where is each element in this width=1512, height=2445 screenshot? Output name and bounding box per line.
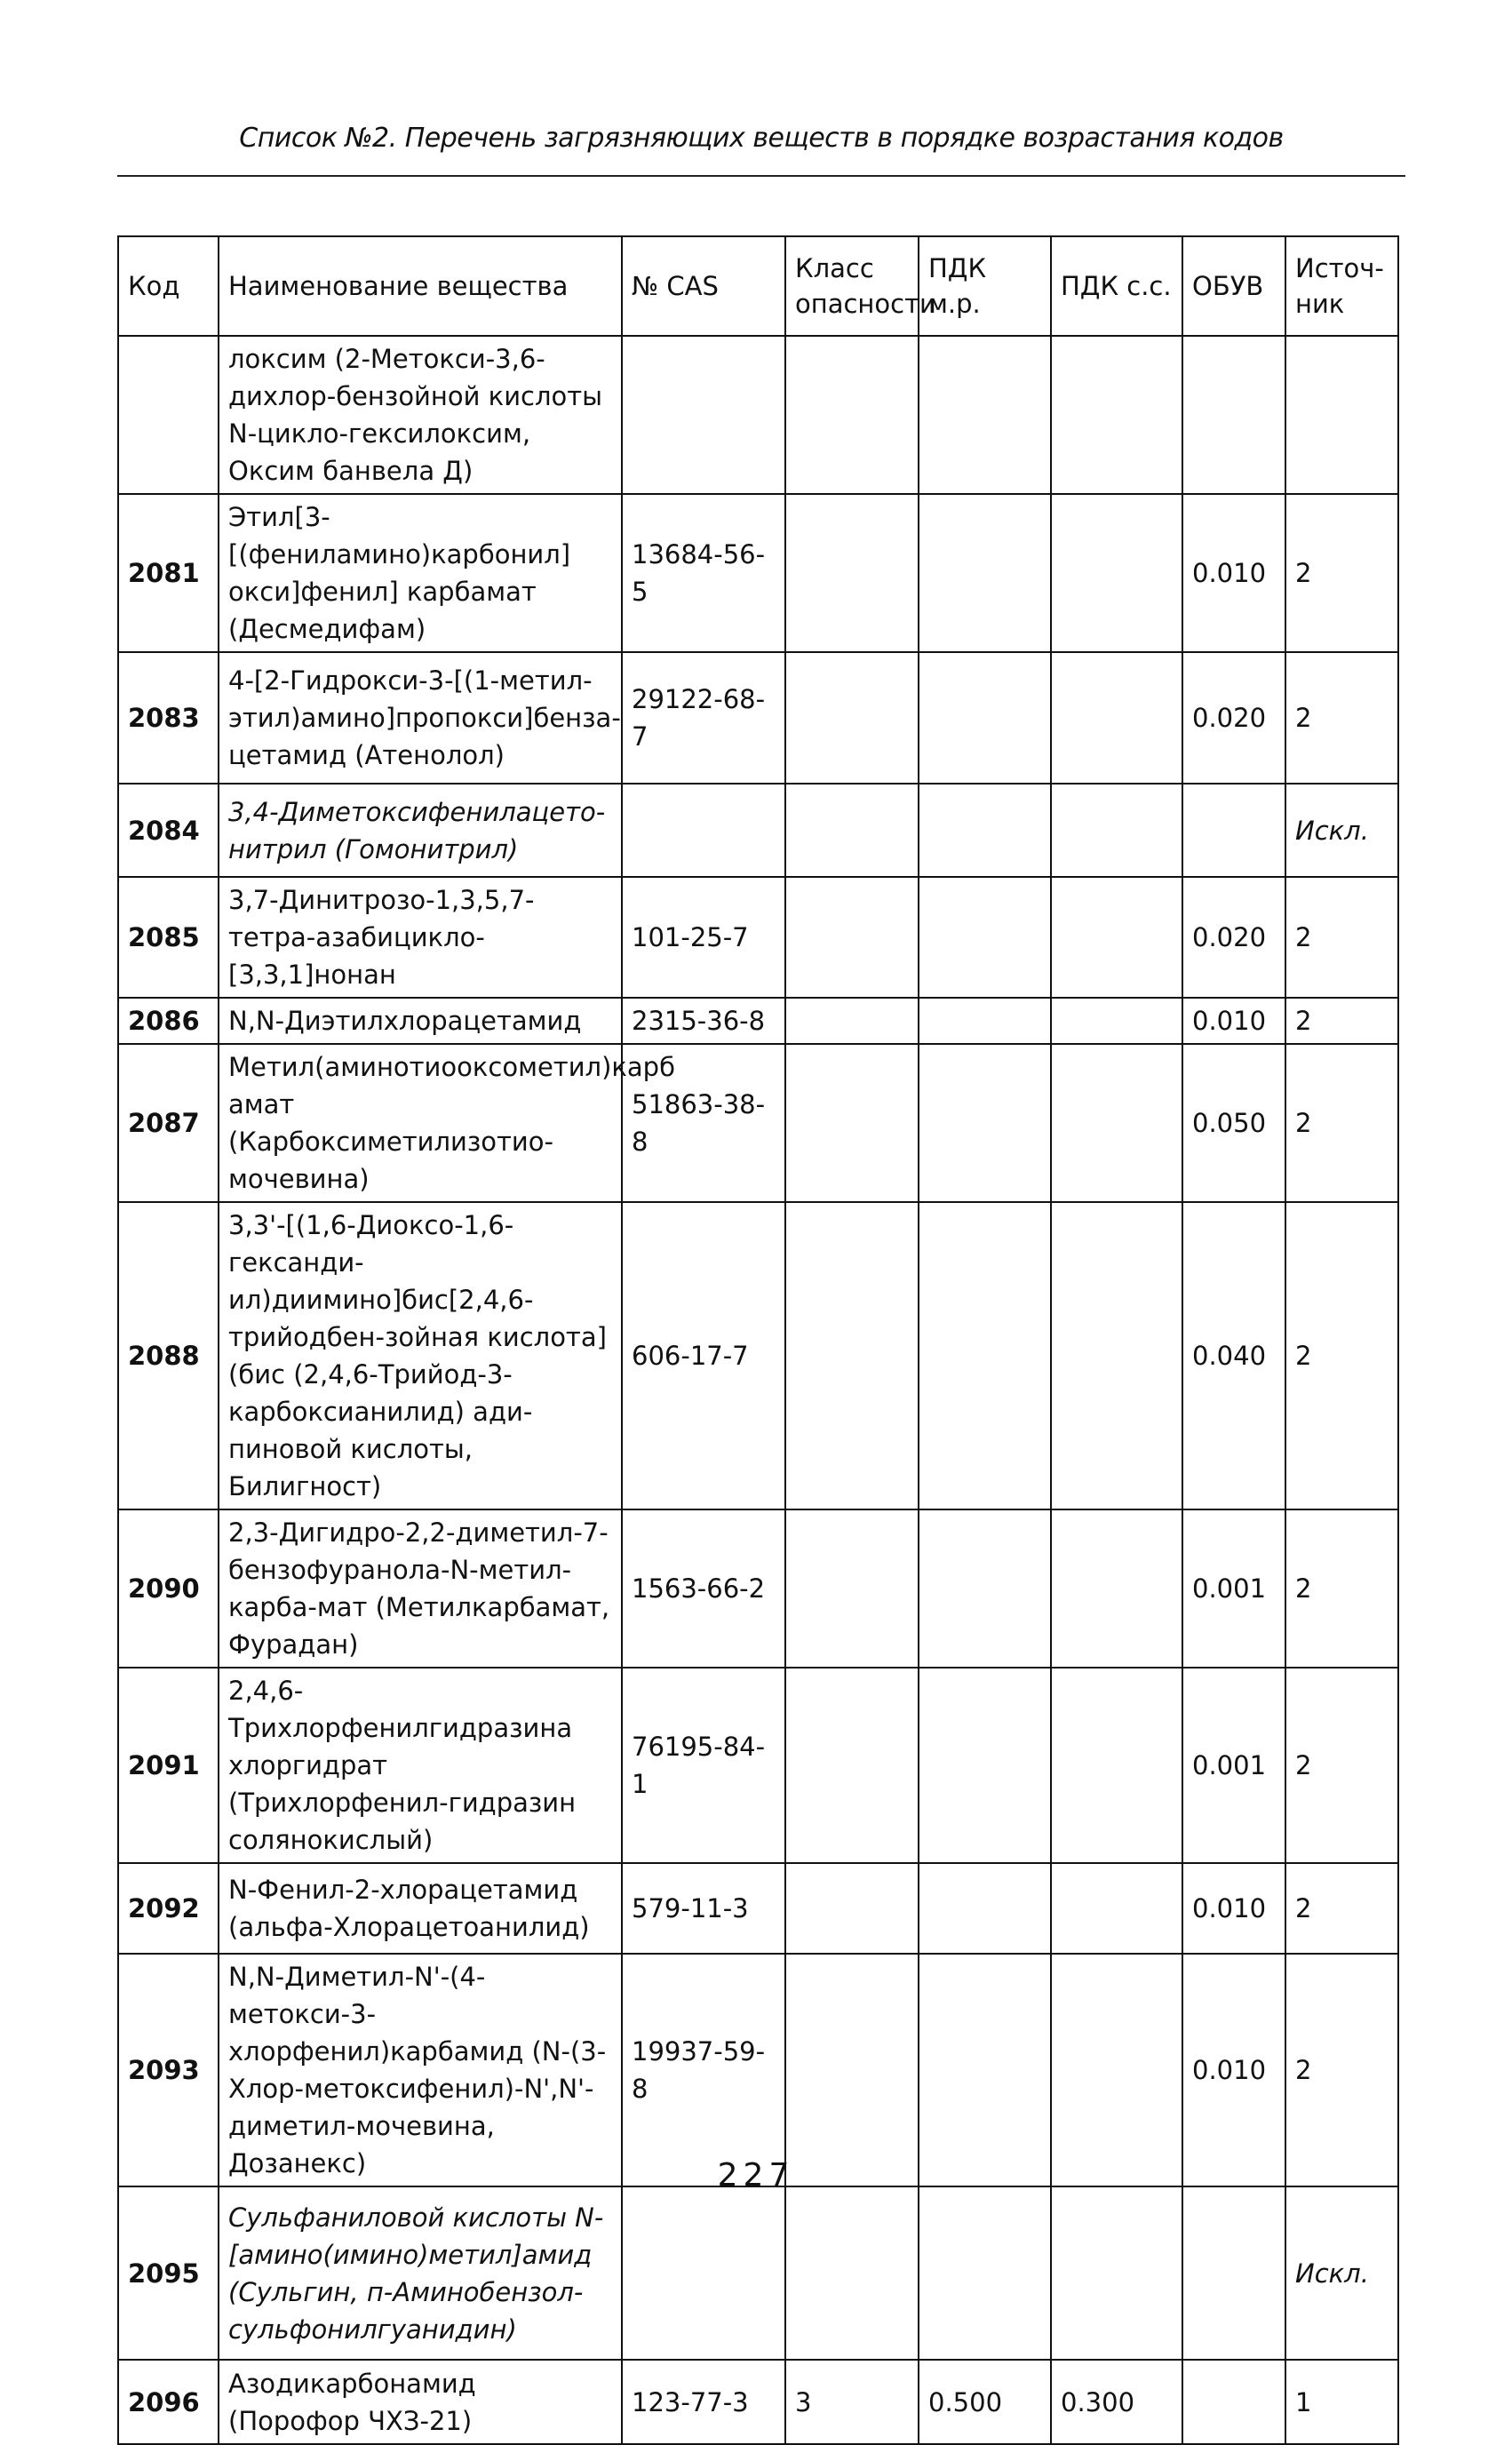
col-header-mpc-max: ПДК м.р. (919, 236, 1051, 336)
col-header-code: Код (118, 236, 219, 336)
cell-hazard (785, 2186, 919, 2360)
cell-hazard (785, 1044, 919, 1202)
cell-code: 2090 (118, 1509, 219, 1668)
cell-sbel (1182, 2360, 1285, 2444)
cell-source: 2 (1285, 1044, 1398, 1202)
cell-code: 2085 (118, 877, 219, 998)
cell-name: 2,4,6-Трихлорфенилгидразина хлоргидрат (Трихлорфенил-гидразин солянокислый) (219, 1668, 622, 1863)
cell-code: 2086 (118, 998, 219, 1044)
cell-cas (622, 784, 785, 877)
cell-cas: 123-77-3 (622, 2360, 785, 2444)
cell-code: 2081 (118, 494, 219, 652)
cell-mpc-max (919, 998, 1051, 1044)
cell-cas: 606-17-7 (622, 1202, 785, 1509)
cell-mpc-daily (1051, 1509, 1182, 1668)
cell-sbel: 0.050 (1182, 1044, 1285, 1202)
cell-mpc-daily (1051, 336, 1182, 494)
cell-mpc-daily (1051, 1044, 1182, 1202)
cell-mpc-daily (1051, 494, 1182, 652)
table-row (118, 2186, 1398, 2360)
cell-source: 2 (1285, 494, 1398, 652)
table-row (118, 1954, 1398, 2186)
table-row (118, 1509, 1398, 1668)
col-header-sbel: ОБУВ (1182, 236, 1285, 336)
cell-mpc-max (919, 494, 1051, 652)
cell-sbel (1182, 2186, 1285, 2360)
cell-mpc-max (919, 1954, 1051, 2186)
running-header: Список №2. Перечень загрязняющих веществ в порядке возрастания кодов (239, 123, 1284, 154)
cell-hazard (785, 784, 919, 877)
cell-name: Сульфаниловой кислоты N-[амино(имино)метил]амид (Сульгин, п-Аминобензол-сульфонилгуанидин) (219, 2186, 622, 2360)
cell-sbel: 0.001 (1182, 1509, 1285, 1668)
cell-sbel: 0.010 (1182, 1863, 1285, 1954)
cell-hazard (785, 1668, 919, 1863)
cell-source: 2 (1285, 1954, 1398, 2186)
cell-code: 2087 (118, 1044, 219, 1202)
cell-mpc-daily (1051, 1954, 1182, 2186)
cell-sbel: 0.040 (1182, 1202, 1285, 1509)
cell-mpc-daily (1051, 784, 1182, 877)
col-header-hazard: Класс опасности (785, 236, 919, 336)
table-row (118, 1668, 1398, 1863)
cell-code: 2088 (118, 1202, 219, 1509)
cell-source: 2 (1285, 1509, 1398, 1668)
table-row (118, 784, 1398, 877)
cell-hazard (785, 652, 919, 784)
cell-name: N,N-Диэтилхлорацетамид (219, 998, 622, 1044)
cell-name: 2,3-Дигидро-2,2-диметил-7-бензофуранола-N-метил-карба-мат (Метилкарбамат, Фурадан) (219, 1509, 622, 1668)
cell-cas: 579-11-3 (622, 1863, 785, 1954)
cell-mpc-max (919, 336, 1051, 494)
cell-code: 2084 (118, 784, 219, 877)
cell-mpc-daily (1051, 877, 1182, 998)
table-row (118, 336, 1398, 494)
cell-cas: 2315-36-8 (622, 998, 785, 1044)
cell-name: Метил(аминотиооксометил)карб амат (Карбоксиметилизотио-мочевина) (219, 1044, 622, 1202)
cell-sbel (1182, 784, 1285, 877)
cell-sbel (1182, 336, 1285, 494)
col-header-source: Источ-ник (1285, 236, 1398, 336)
cell-source: 2 (1285, 652, 1398, 784)
cell-name: Этил[3-[(фениламино)карбонил] окси]фенил] карбамат (Десмедифам) (219, 494, 622, 652)
cell-mpc-max (919, 877, 1051, 998)
cell-hazard: 3 (785, 2360, 919, 2444)
cell-name: локсим (2-Метокси-3,6-дихлор-бензойной кислоты N-цикло-гексилоксим, Оксим банвела Д) (219, 336, 622, 494)
cell-mpc-max (919, 1509, 1051, 1668)
cell-name: 3,7-Динитрозо-1,3,5,7-тетра-азабицикло-[3,3,1]нонан (219, 877, 622, 998)
cell-code: 2092 (118, 1863, 219, 1954)
cell-mpc-daily (1051, 1668, 1182, 1863)
substances-table (117, 235, 1399, 2445)
cell-mpc-daily (1051, 1863, 1182, 1954)
cell-cas: 19937-59-8 (622, 1954, 785, 2186)
cell-name: 3,4-Диметоксифенилацето-нитрил (Гомонитрил) (219, 784, 622, 877)
table-row (118, 1044, 1398, 1202)
cell-code: 2093 (118, 1954, 219, 2186)
cell-cas: 1563-66-2 (622, 1509, 785, 1668)
cell-source: 1 (1285, 2360, 1398, 2444)
cell-sbel: 0.020 (1182, 877, 1285, 998)
cell-source: Искл. (1285, 2186, 1398, 2360)
cell-mpc-daily (1051, 1202, 1182, 1509)
cell-source: 2 (1285, 1202, 1398, 1509)
cell-source: 2 (1285, 998, 1398, 1044)
cell-mpc-max (919, 784, 1051, 877)
col-header-cas: № CAS (622, 236, 785, 336)
table-row (118, 494, 1398, 652)
table-header-row (118, 236, 1398, 336)
cell-code: 2095 (118, 2186, 219, 2360)
cell-name: Азодикарбонамид (Порофор ЧХЗ-21) (219, 2360, 622, 2444)
cell-hazard (785, 1509, 919, 1668)
col-header-mpc-daily: ПДК с.с. (1051, 236, 1182, 336)
cell-mpc-max: 0.500 (919, 2360, 1051, 2444)
cell-mpc-daily (1051, 998, 1182, 1044)
cell-cas: 29122-68-7 (622, 652, 785, 784)
cell-hazard (785, 336, 919, 494)
table-row (118, 652, 1398, 784)
cell-mpc-max (919, 1044, 1051, 1202)
cell-sbel: 0.020 (1182, 652, 1285, 784)
cell-cas (622, 2186, 785, 2360)
cell-mpc-max (919, 1668, 1051, 1863)
cell-source: 2 (1285, 1668, 1398, 1863)
cell-name: N-Фенил-2-хлорацетамид (альфа-Хлорацетоанилид) (219, 1863, 622, 1954)
cell-code: 2091 (118, 1668, 219, 1863)
cell-mpc-max (919, 2186, 1051, 2360)
table-row (118, 998, 1398, 1044)
header-divider (117, 175, 1405, 177)
cell-mpc-daily: 0.300 (1051, 2360, 1182, 2444)
table-body (118, 336, 1398, 2444)
cell-source: 2 (1285, 1863, 1398, 1954)
table-row (118, 1202, 1398, 1509)
cell-hazard (785, 877, 919, 998)
cell-mpc-max (919, 652, 1051, 784)
cell-sbel: 0.010 (1182, 1954, 1285, 2186)
cell-mpc-max (919, 1202, 1051, 1509)
cell-mpc-daily (1051, 2186, 1182, 2360)
table-row (118, 1863, 1398, 1954)
cell-cas: 13684-56-5 (622, 494, 785, 652)
cell-cas: 101-25-7 (622, 877, 785, 998)
cell-code (118, 336, 219, 494)
cell-name: N,N-Диметил-N'-(4-метокси-3-хлорфенил)карбамид (N-(3-Хлор-метоксифенил)-N',N'-диметил-мочевина, Дозанекс) (219, 1954, 622, 2186)
cell-sbel: 0.010 (1182, 494, 1285, 652)
cell-source (1285, 336, 1398, 494)
cell-source: Искл. (1285, 784, 1398, 877)
cell-code: 2096 (118, 2360, 219, 2444)
cell-cas: 51863-38-8 (622, 1044, 785, 1202)
cell-cas: 76195-84-1 (622, 1668, 785, 1863)
cell-cas (622, 336, 785, 494)
cell-hazard (785, 998, 919, 1044)
cell-hazard (785, 1863, 919, 1954)
table-row (118, 2360, 1398, 2444)
cell-mpc-daily (1051, 652, 1182, 784)
col-header-name: Наименование вещества (219, 236, 622, 336)
cell-hazard (785, 1954, 919, 2186)
cell-mpc-max (919, 1863, 1051, 1954)
cell-code: 2083 (118, 652, 219, 784)
cell-sbel: 0.001 (1182, 1668, 1285, 1863)
cell-hazard (785, 1202, 919, 1509)
page-number: 227 (717, 2157, 795, 2194)
cell-source: 2 (1285, 877, 1398, 998)
table-row (118, 877, 1398, 998)
cell-name: 3,3'-[(1,6-Диоксо-1,6-гександи-ил)диимино]бис[2,4,6-трийодбен-зойная кислота] (бис (2,4,6-Трийод-3-карбоксианилид) ади-пиновой кислоты, Билигност) (219, 1202, 622, 1509)
cell-sbel: 0.010 (1182, 998, 1285, 1044)
cell-hazard (785, 494, 919, 652)
cell-name: 4-[2-Гидрокси-3-[(1-метил-этил)амино]пропокси]бенза-цетамид (Атенолол) (219, 652, 622, 784)
